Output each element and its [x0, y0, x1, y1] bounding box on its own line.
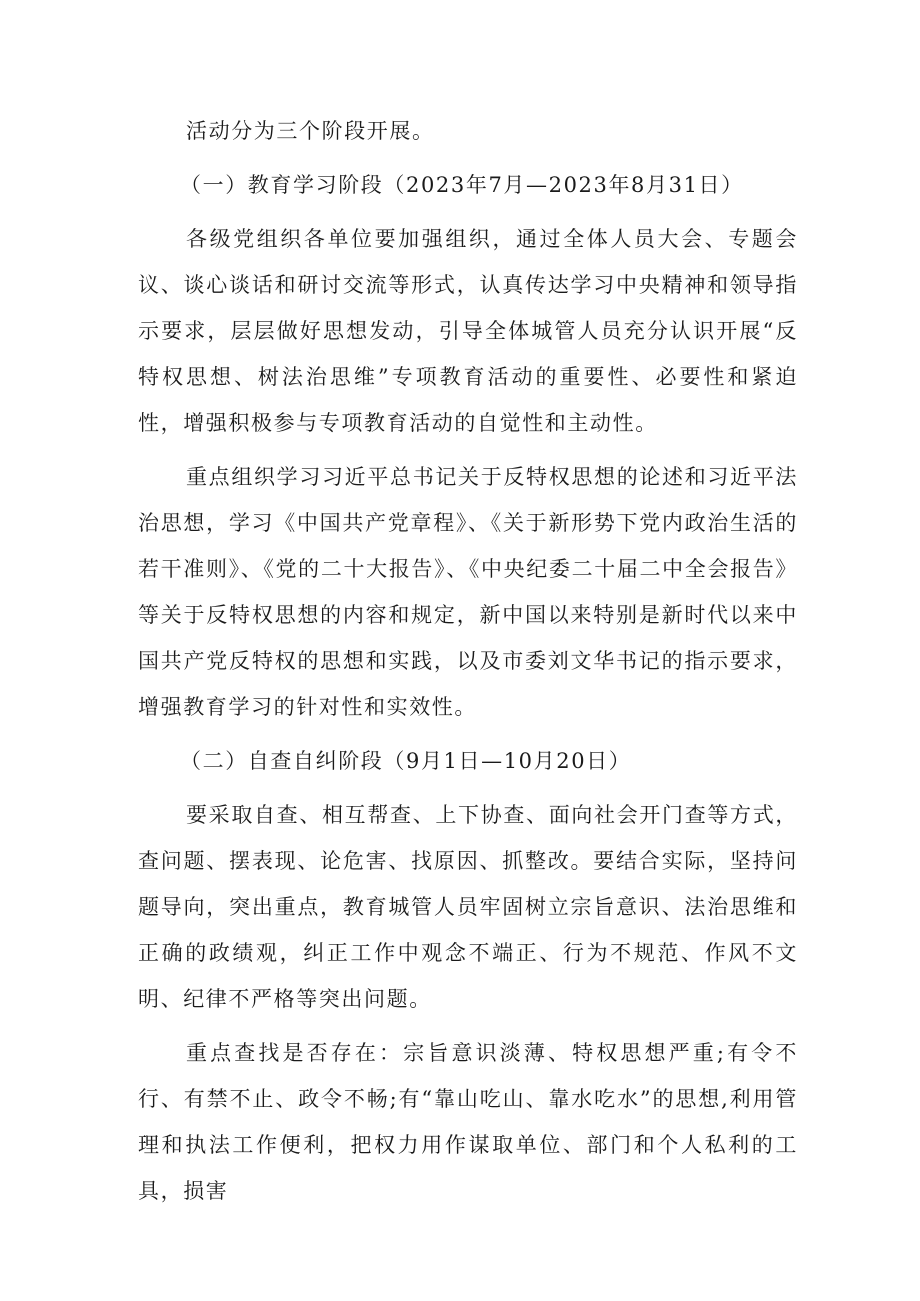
paragraph-inspection-methods: 要采取自查、相互帮查、上下协查、面向社会开门查等方式，查问题、摆表现、论危害、找原因、抓整改。要结合实际，坚持问题导向，突出重点，教育城管人员牢固树立宗旨意识、法治思维和正确的政绩观，纠正工作中观念不端正、行为不规范、作风不文明、纪律不严格等突出问题。: [138, 803, 798, 1011]
section-heading-education-study: （一）教育学习阶段（2023年7月—2023年8月31日）: [180, 173, 744, 197]
section-heading-self-inspection: （二）自查自纠阶段（9月1日—10月20日）: [180, 749, 632, 773]
paragraph-organization-requirements: 各级党组织各单位要加强组织，通过全体人员大会、专题会议、谈心谈话和研讨交流等形式，认真传达学习中央精神和领导指示要求，层层做好思想发动，引导全体城管人员充分认识开展“反特权思想、树法治思维”专项教育活动的重要性、必要性和紧迫性，增强积极参与专项教育活动的自觉性和主动性。: [138, 227, 798, 435]
paragraph-intro: 活动分为三个阶段开展。: [186, 119, 435, 143]
document-body: [138, 108, 798, 1214]
paragraph-study-focus: 重点组织学习习近平总书记关于反特权思想的论述和习近平法治思想，学习《中国共产党章程》、《关于新形势下党内政治生活的若干准则》、《党的二十大报告》、《中央纪委二十届二中全会报告》等关于反特权思想的内容和规定，新中国以来特别是新时代以来中国共产党反特权的思想和实践，以及市委刘文华书记的指示要求，增强教育学习的针对性和实效性。: [138, 465, 798, 719]
paragraph-inspection-focus: 重点查找是否存在：宗旨意识淡薄、特权思想严重;有令不行、有禁不止、政令不畅;有“靠山吃山、靠水吃水”的思想,利用管理和执法工作便利，把权力用作谋取单位、部门和个人私利的工具，损害: [138, 1041, 798, 1203]
